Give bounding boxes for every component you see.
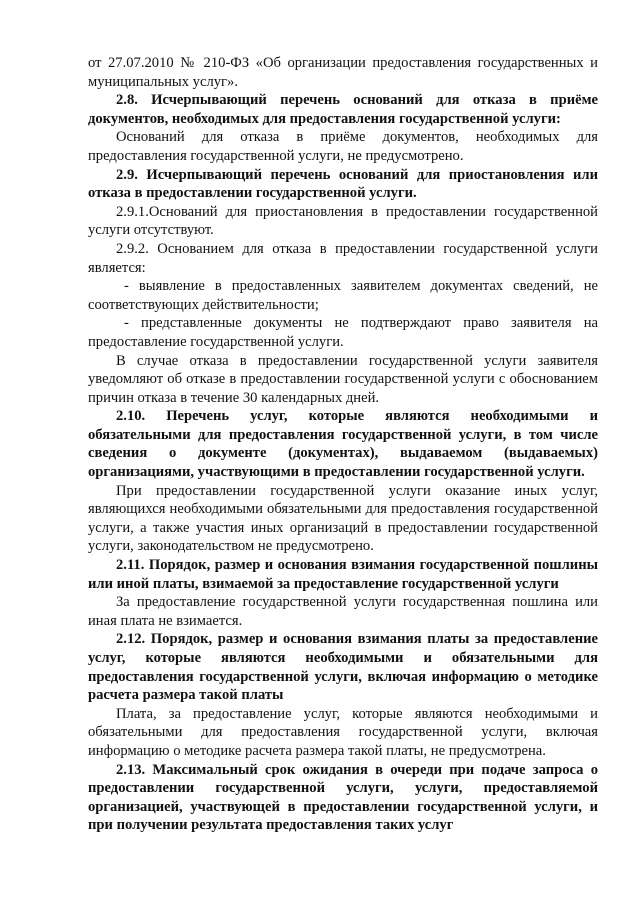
section-heading: 2.11. Порядок, размер и основания взимания государственной пошлины или иной платы, взимаемой за предоставление государственной услуги bbox=[88, 557, 598, 592]
document-page bbox=[88, 54, 598, 835]
section-heading: 2.10. Перечень услуг, которые являются необходимыми и обязательными для предоставления государственной услуги, в том числе сведения о документе (документах), выдаваемом (выдаваемых) организациями, участвующими в предоставлении государственной услуги. bbox=[88, 408, 598, 481]
body-paragraph: - выявление в предоставленных заявителем документах сведений, не соответствующих действительности; bbox=[88, 278, 598, 313]
body-paragraph: За предоставление государственной услуги государственная пошлина или иная плата не взимается. bbox=[88, 594, 598, 629]
section-heading: 2.13. Максимальный срок ожидания в очереди при подаче запроса о предоставлении государственной услуги, услуги, предоставляемой организацией, участвующей в предоставлении государственной услуги, и при получении результата предоставления таких услуг bbox=[88, 761, 598, 834]
section-heading: 2.8. Исчерпывающий перечень оснований для отказа в приёме документов, необходимых для предоставления государственной услуги: bbox=[88, 92, 598, 127]
body-paragraph: Плата, за предоставление услуг, которые являются необходимыми и обязательными для предоставления государственной услуги, включая информацию о методике расчета размера такой платы, не предусмотрена. bbox=[88, 705, 598, 759]
section-heading: 2.9. Исчерпывающий перечень оснований для приостановления или отказа в предоставлении государственной услуги. bbox=[88, 166, 598, 202]
body-paragraph: В случае отказа в предоставлении государственной услуги заявителя уведомляют об отказе в предоставлении государственной услуги с обоснованием причин отказа в течение 30 календарных дней. bbox=[88, 352, 598, 406]
body-paragraph: от 27.07.2010 № 210-ФЗ «Об организации предоставления государственных и муниципальных услуг». bbox=[88, 55, 598, 90]
body-paragraph: Оснований для отказа в приёме документов, необходимых для предоставления государственной услуги, не предусмотрено. bbox=[88, 129, 598, 164]
section-heading: 2.12. Порядок, размер и основания взимания платы за предоставление услуг, которые являются необходимыми и обязательными для предоставления государственной услуги, включая информацию о методике расчета размера такой платы bbox=[88, 631, 598, 704]
body-paragraph: 2.9.1.Оснований для приостановления в предоставлении государственной услуги отсутствуют. bbox=[88, 203, 598, 239]
body-paragraph: - представленные документы не подтверждают право заявителя на предоставление государственной услуги. bbox=[88, 315, 598, 350]
body-paragraph: 2.9.2. Основанием для отказа в предоставлении государственной услуги является: bbox=[88, 240, 598, 276]
body-paragraph: При предоставлении государственной услуги оказание иных услуг, являющихся необходимыми обязательными для предоставления государственной услуги, а также участия иных организаций в предоставлении государственной услуги, законодательством не предусмотрено. bbox=[88, 482, 598, 555]
